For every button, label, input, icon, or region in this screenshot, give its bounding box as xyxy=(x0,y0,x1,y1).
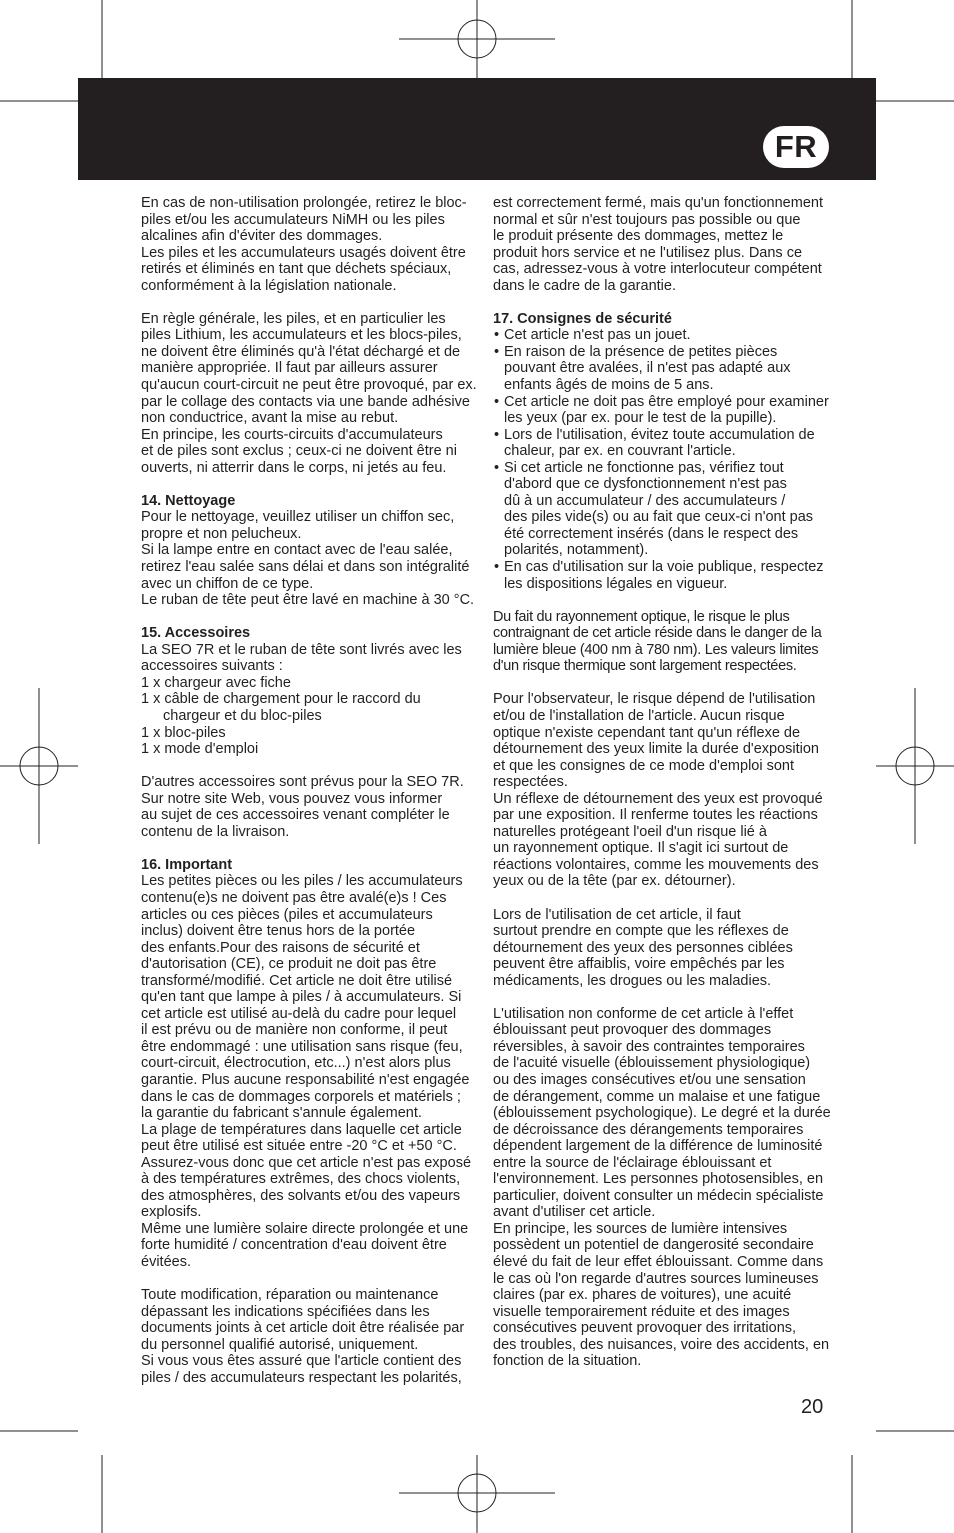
important-section xyxy=(141,857,486,1271)
paragraph: En principe, les courts-circuits d'accumulateurs et de piles sont exclus ; ceux-ci ne doivent être ni ouverts, ni atterrir dans le corps, ni jetés au feu. xyxy=(141,426,457,476)
list-item: 1 x chargeur avec fiche xyxy=(141,674,291,691)
registration-mark-bottom xyxy=(399,1455,555,1533)
list-item: 1 x câble de chargement pour le raccord du chargeur et du bloc-piles xyxy=(141,691,421,724)
important-heading: 16. Important xyxy=(141,856,233,873)
list-item: 1 x mode d'emploi xyxy=(141,741,259,758)
paragraph: Si vous vous êtes assuré que l'article contient des piles / des accumulateurs respectant les polarités, xyxy=(141,1353,462,1386)
glare-section xyxy=(493,1006,838,1370)
bullet-marker xyxy=(494,394,499,411)
list-item xyxy=(493,394,838,427)
paragraph: En principe, les sources de lumière intensives possèdent un potentiel de dangerosité secondaire élevé du fait de leur effet éblouissant. Comme dans le cas où l'on regarde d'autres sources lumineuses claires (par ex. phares de voitures), une acuité visuelle temporairement réduite et des images consécutives peuvent provoquer des irritations, des troubles, des nuisances, voire des accidents, en fonction de la situation. xyxy=(493,1220,830,1370)
accessories-intro: La SEO 7R et le ruban de tête sont livrés avec les accessoires suivants : xyxy=(141,641,462,675)
paragraph: Les petites pièces ou les piles / les accumulateurs contenu(e)s ne doivent pas être avalé(e)s ! Ces articles ou ces pièces (piles et accumulateurs inclus) doivent être tenus hors de la portée des enfants.Pour des raisons de sécurité et d'autorisation (CE), ce produit ne doit pas être transformé/modifié. Cet article ne doit être utilisé qu'en tant que lampe à piles / à accumulateurs. Si cet article est utilisé au-delà du cadre pour lequel il est prévu ou de manière non conforme, il peut être endommagé : une utilisation sans risque (feu, court-circuit, électrocution, etc...) n'est alors plus garantie. Plus aucune responsabilité n'est engagée dans le cas de dommages corporels et matériels ; la garantie du fabricant s'annule également. xyxy=(141,873,470,1122)
maintenance-section xyxy=(141,1287,486,1386)
left-column xyxy=(141,195,486,1386)
battery-disposal-section xyxy=(141,311,486,476)
list-item xyxy=(493,460,838,559)
paragraph: L'utilisation non conforme de cet article à l'effet éblouissant peut provoquer des dommages réversibles, à savoir des contraintes temporaires de l'acuité visuelle (éblouissement physiologique) ou des images consécutives et/ou une sensation de dérangement, comme un malaise et une fatigue (éblouissement psychologique). Le degré et la durée de décroissance des dérangements temporaires dépendent largement de la différence de luminosité entre la source de l'éclairage éblouissant et l'environnement. Les personnes photosensibles, en particulier, doivent consulter un médecin spécialiste avant d'utiliser cet article. xyxy=(493,1005,831,1221)
bullet-marker xyxy=(494,427,499,444)
paragraph: Toute modification, réparation ou maintenance dépassant les indications spécifiées dans les documents joints à cet article doit être réalisée par du personnel qualifié autorisé, uniquement. xyxy=(141,1287,465,1353)
paragraph: D'autres accessoires sont prévus pour la SEO 7R. Sur notre site Web, vous pouvez vous informer au sujet de ces accessoires venant compléter le contenu de la livraison. xyxy=(141,774,464,840)
cleaning-section xyxy=(141,493,486,609)
list-item-text: En raison de la présence de petites pièces pouvant être avalées, il n'est pas adapté aux enfants âgés de moins de 5 ans. xyxy=(504,343,791,394)
reflexes-section xyxy=(493,907,838,990)
paragraph: Même une lumière solaire directe prolongée et une forte humidité / concentration d'eau doivent être évitées. xyxy=(141,1220,469,1270)
paragraph: Du fait du rayonnement optique, le risque le plus contraignant de cet article réside dans le danger de la lumière bleue (400 nm à 780 nm). Les valeurs limites d'un risque thermique sont largement respectées. xyxy=(493,608,822,675)
page-number: 20 xyxy=(801,1396,824,1418)
continuation-section xyxy=(493,195,838,294)
bullet-marker xyxy=(494,559,499,576)
paragraph: La plage de températures dans laquelle cet article peut être utilisé est située entre -20 °C et +50 °C. Assurez-vous donc que cet article n'est pas exposé à des températures extrêmes, des chocs violents, des atmosphères, des solvants et/ou des vapeurs explosifs. xyxy=(141,1121,472,1221)
list-item xyxy=(493,427,838,460)
language-badge: FR xyxy=(763,126,829,168)
registration-mark-left xyxy=(0,688,78,844)
paragraph: En règle générale, les piles, et en particulier les piles Lithium, les accumulateurs et les blocs-piles, ne doivent être éliminés qu'à l'état déchargé et de manière appropriée. Il faut par ailleurs assurer qu'aucun court-circuit ne peut être provoqué, par ex. par le collage des contacts via une bande adhésive non conductrice, avant la mise au rebut. xyxy=(141,310,477,427)
list-item xyxy=(493,344,838,394)
paragraph: Pour le nettoyage, veuillez utiliser un chiffon sec, propre et non pelucheux. xyxy=(141,509,455,542)
crop-mark-bottom-right xyxy=(852,1431,954,1533)
battery-storage-section xyxy=(141,195,486,294)
registration-mark-right xyxy=(876,688,954,844)
list-item-text: Lors de l'utilisation, évitez toute accumulation de chaleur, par ex. en couvrant l'article. xyxy=(504,426,815,460)
registration-mark-top xyxy=(399,0,555,78)
accessories-section xyxy=(141,625,486,757)
cleaning-heading: 14. Nettoyage xyxy=(141,492,236,509)
list-item xyxy=(493,559,838,592)
list-item: 1 x bloc-piles xyxy=(141,724,226,741)
paragraph: Le ruban de tête peut être lavé en machine à 30 °C. xyxy=(141,592,475,609)
paragraph: Un réflexe de détournement des yeux est provoqué par une exposition. Il renferme toutes les réactions naturelles protégeant l'oeil d'un risque lié à un rayonnement optique. Il s'agit ici surtout de réactions volontaires, comme les mouvements des yeux ou de la tête (par ex. détourner). xyxy=(493,790,823,890)
paragraph: est correctement fermé, mais qu'un fonctionnement normal et sûr n'est toujours pas possible ou que le produit présente des dommages, mettez le produit hors service et ne l'utilisez plus. Dans ce cas, adressez-vous à votre interlocuteur compétent dans le cadre de la garantie. xyxy=(493,195,823,294)
list-item-text: Si cet article ne fonctionne pas, vérifiez tout d'abord que ce dysfonctionnement n'est pas dû à un accumulateur / des accumulateurs / des piles vide(s) ou au fait que ceux-ci n'ont pas été correctement insérés (dans le respect des polarités, notamment). xyxy=(504,459,814,559)
paragraph: En cas de non-utilisation prolongée, retirez le bloc- piles et/ou les accumulateurs NiMH ou les piles alcalines afin d'éviter des dommages. xyxy=(141,195,467,245)
list-item-text: En cas d'utilisation sur la voie publique, respectez les dispositions légales en vigueur. xyxy=(504,559,824,592)
header-band xyxy=(78,78,876,180)
paragraph: Les piles et les accumulateurs usagés doivent être retirés et éliminés en tant que déchets spéciaux, conformément à la législation nationale. xyxy=(141,244,466,294)
list-item-text: Cet article n'est pas un jouet. xyxy=(504,327,691,344)
paragraph: Pour l'observateur, le risque dépend de l'utilisation et/ou de l'installation de l'article. Aucun risque optique n'existe cependant tant qu'un réflexe de détournement des yeux limite la durée d'exposition et que les consignes de ce mode d'emploi sont respectées. xyxy=(493,691,819,791)
safety-heading: 17. Consignes de sécurité xyxy=(493,310,672,327)
list-item xyxy=(493,327,838,344)
bullet-marker xyxy=(494,460,499,477)
list-item-text: Cet article ne doit pas être employé pour examiner les yeux (par ex. pour le test de la pupille). xyxy=(504,393,829,427)
more-accessories-section xyxy=(141,774,486,840)
crop-mark-bottom-left xyxy=(0,1431,102,1533)
paragraph: Si la lampe entre en contact avec de l'eau salée, retirez l'eau salée sans délai et dans son intégralité avec un chiffon de ce type. xyxy=(141,542,470,592)
bullet-marker xyxy=(494,327,499,344)
bullet-marker xyxy=(494,344,499,361)
accessories-heading: 15. Accessoires xyxy=(141,625,251,642)
optical-radiation-section xyxy=(493,609,838,675)
safety-list xyxy=(493,327,838,592)
accessories-list xyxy=(141,675,486,758)
safety-section xyxy=(493,311,838,592)
paragraph: Lors de l'utilisation de cet article, il faut surtout prendre en compte que les réflexes de détournement des yeux des personnes ciblées peuvent être affaiblis, voire empêchés par les médicaments, les drogues ou les maladies. xyxy=(493,906,793,989)
observer-risk-section xyxy=(493,691,838,890)
right-column xyxy=(493,195,838,1370)
